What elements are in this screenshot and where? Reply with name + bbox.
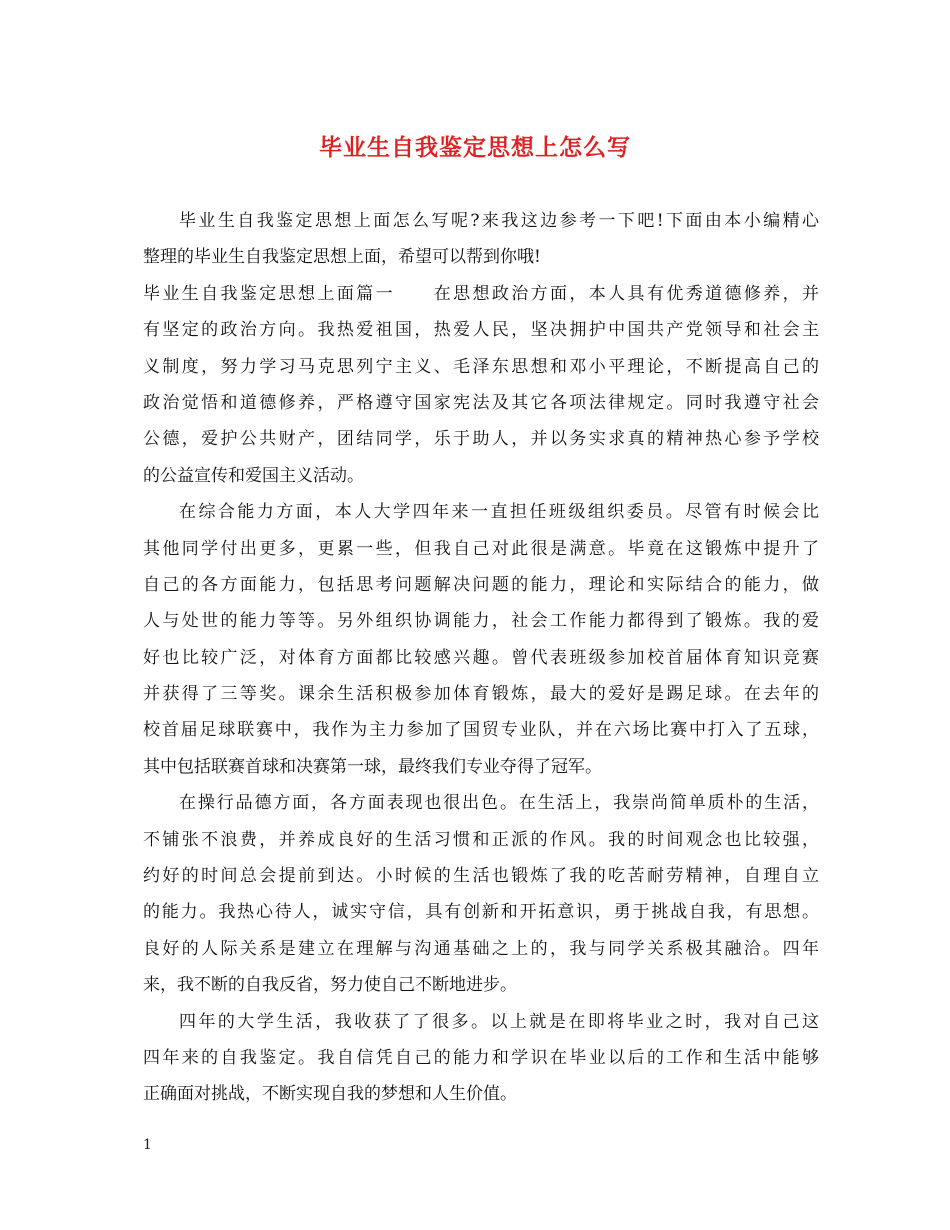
text-line: 来，我不断的自我反省，努力使自己不断地进步。 — [143, 975, 517, 996]
text-line: 人与处世的能力等等。另外组织协调能力，社会工作能力都得到了锻炼。我的爱 — [143, 611, 819, 632]
text-line: 其中包括联赛首球和决赛第一球，最终我们专业夺得了冠军。 — [143, 756, 602, 777]
text-line: 自己的各方面能力，包括思考问题解决问题的能力，理论和实际结合的能力，做 — [143, 574, 819, 595]
text-line: 的公益宣传和爱国主义活动。 — [143, 465, 364, 486]
document-body — [143, 203, 819, 1113]
text-line: 义制度，努力学习马克思列宁主义、毛泽东思想和邓小平理论，不断提高自己的 — [143, 356, 819, 377]
text-line: 四年的大学生活，我收获了了很多。以上就是在即将毕业之时，我对自己这 — [179, 1011, 819, 1032]
text-line: 好也比较广泛，对体育方面都比较感兴趣。曾代表班级参加校首届体育知识竞赛 — [143, 647, 819, 668]
text-line: 毕业生自我鉴定思想上面怎么写呢?来我这边参考一下吧!下面由本小编精心 — [179, 211, 819, 231]
text-line: 约好的时间总会提前到达。小时候的生活也锻炼了我的吃苦耐劳精神，自理自立 — [143, 866, 819, 887]
page-number: 1 — [143, 1137, 152, 1153]
text-line: 校首届足球联赛中，我作为主力参加了国贸专业队，并在六场比赛中打入了五球， — [143, 720, 819, 741]
text-line: 正确面对挑战，不断实现自我的梦想和人生价值。 — [143, 1084, 517, 1105]
text-line: 的能力。我热心待人，诚实守信，具有创新和开拓意识，勇于挑战自我，有思想。 — [143, 902, 819, 923]
text-line: 其他同学付出更多，更累一些，但我自己对此很是满意。毕竟在这锻炼中提升了 — [143, 538, 819, 559]
text-line: 四年来的自我鉴定。我自信凭自己的能力和学识在毕业以后的工作和生活中能够 — [143, 1047, 819, 1068]
text-line: 有坚定的政治方向。我热爱祖国，热爱人民，坚决拥护中国共产党领导和社会主 — [143, 320, 819, 341]
text-line: 在操行品德方面，各方面表现也很出色。在生活上，我崇尚简单质朴的生活， — [179, 793, 819, 814]
text-line: 良好的人际关系是建立在理解与沟通基础之上的，我与同学关系极其融洽。四年 — [143, 938, 819, 959]
text-line: 毕业生自我鉴定思想上面篇一 在思想政治方面，本人具有优秀道德修养，并 — [143, 283, 819, 304]
text-line: 整理的毕业生自我鉴定思想上面，希望可以帮到你哦! — [143, 247, 541, 268]
text-line: 在综合能力方面，本人大学四年来一直担任班级组织委员。尽管有时候会比 — [179, 502, 819, 523]
text-line: 不铺张不浪费，并养成良好的生活习惯和正派的作风。我的时间观念也比较强， — [143, 829, 819, 850]
text-line: 并获得了三等奖。课余生活积极参加体育锻炼，最大的爱好是踢足球。在去年的 — [143, 684, 819, 705]
text-line: 政治觉悟和道德修养，严格遵守国家宪法及其它各项法律规定。同时我遵守社会 — [143, 392, 819, 413]
text-line: 公德，爱护公共财产，团结同学，乐于助人，并以务实求真的精神热心参予学校 — [143, 429, 819, 450]
document-title: 毕业生自我鉴定思想上怎么写 — [319, 134, 631, 161]
